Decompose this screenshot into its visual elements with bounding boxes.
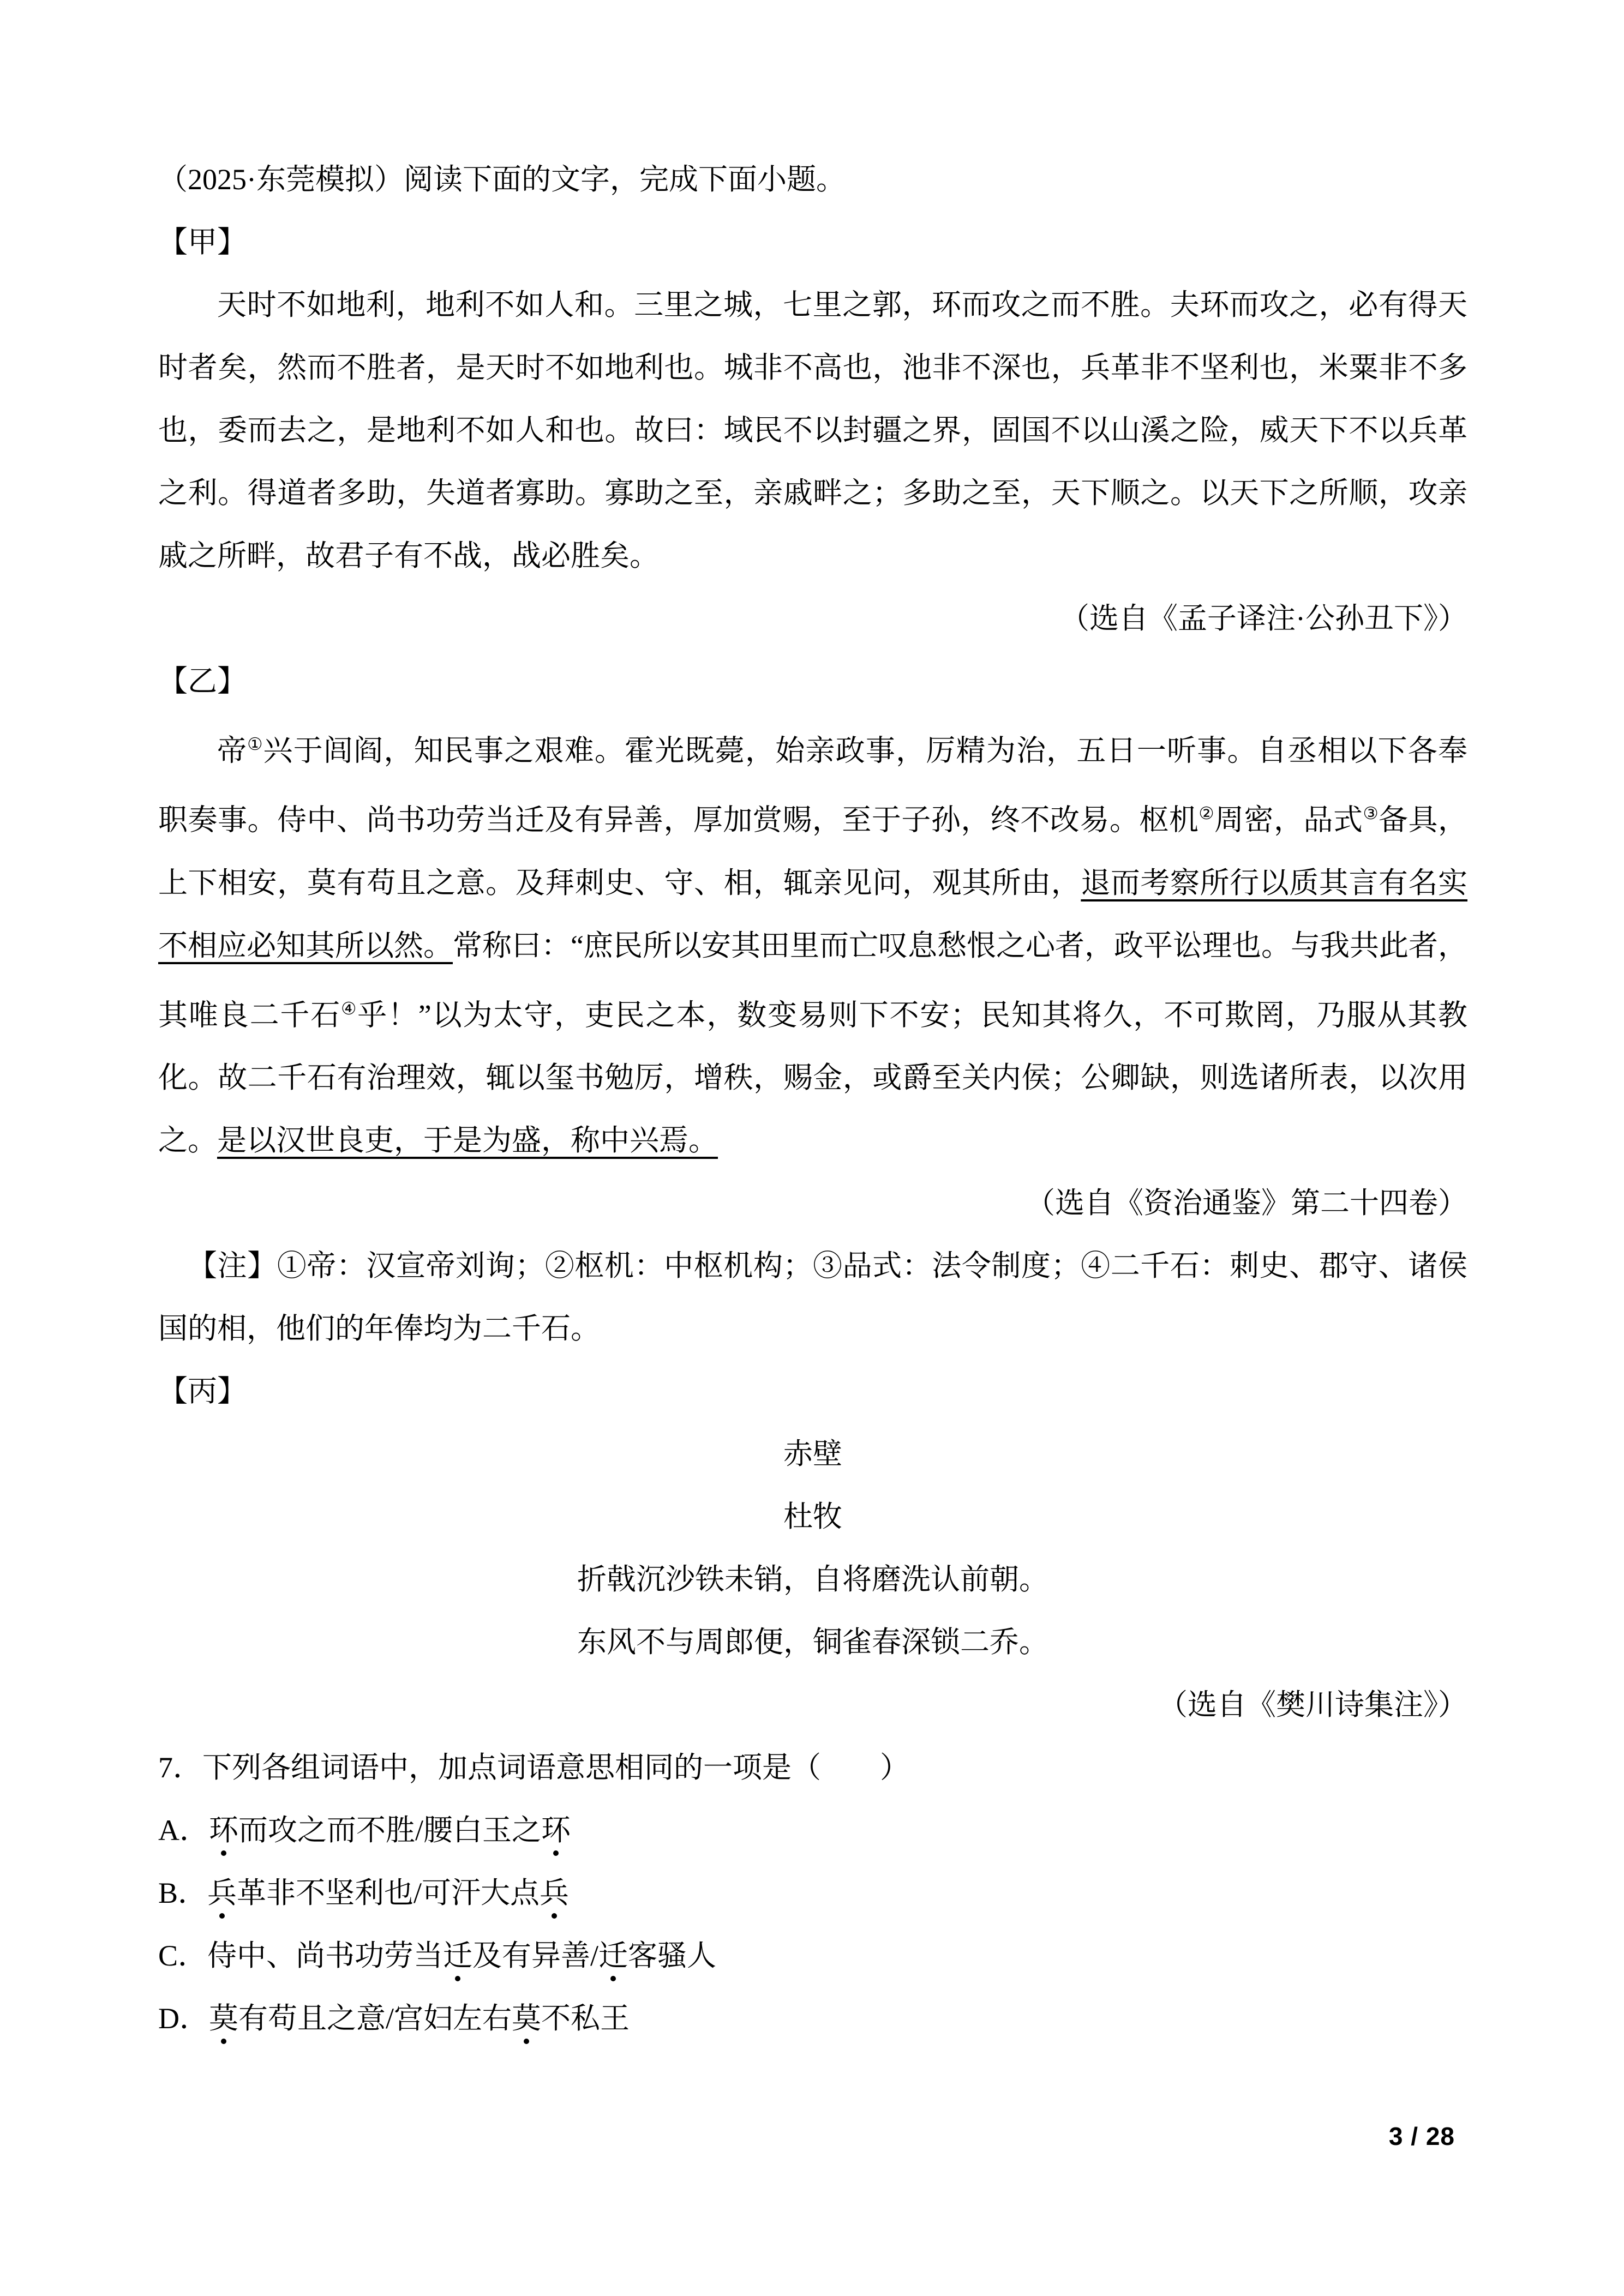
option-a-text: 环而攻之而不胜/腰白玉之环 [209,1814,571,1847]
attribution-bing: （选自《樊川诗集注》） [1158,1688,1467,1722]
source-header: （2025·东莞模拟）阅读下面的文字，完成下面小题。 [158,163,846,196]
option-a-label: A． [158,1814,209,1847]
passage-notes: 【注】①帝：汉宣帝刘询；②枢机：中枢机构；③品式：法令制度；④二千石：刺史、郡守、诸侯国的相，他们的年俸均为二千石。 [158,1249,1467,1345]
poem-line-1: 折戟沉沙铁未销，自将磨洗认前朝。 [577,1563,1048,1596]
page-number: 3 / 28 [1388,2122,1455,2150]
passage-yi: 帝①兴于闾阎，知民事之艰难。霍光既薨，始亲政事，厉精为治，五日一听事。自丞相以下各奉职奏事。侍中、尚书功劳当迁及有异善，厚加赏赐，至于子孙，终不改易。枢机②周密，品式③备具，上下相安，莫有苟且之意。及拜刺史、守、相，辄亲见问，观其所由，退而考察所行以质其言有名实不相应必知其所以然。常称曰：“庶民所以安其田里而亡叹息愁恨之心者，政平讼理也。与我共此者，其唯良二千石④乎！”以为太守，吏民之本，数变易则下不安；民知其将久，不可欺罔，乃服从其教化。故二千石有治理效，辄以玺书勉厉，增秩，赐金，或爵至关内侯；公卿缺，则选诸所表，以次用之。是以汉世良吏，于是为盛，称中兴焉。 [158,734,1468,1157]
option-d-text: 莫有苟且之意/宫妇左右莫不私王 [209,2002,630,2035]
option-a [158,1799,1467,1862]
option-d-label: D． [158,2002,209,2035]
option-b [158,1862,1467,1925]
section-label-yi: 【乙】 [158,665,247,698]
question-stem: 下列各组词语中，加点词语意思相同的一项是（ ） [202,1751,909,1784]
poem-author: 杜牧 [783,1500,842,1534]
poem-title: 赤壁 [783,1438,842,1471]
option-b-text: 兵革非不坚利也/可汗大点兵 [207,1877,570,1910]
passage-jia: 天时不如地利，地利不如人和。三里之城，七里之郭，环而攻之而不胜。夫环而攻之，必有得天时者矣，然而不胜者，是天时不如地利也。城非不高也，池非不深也，兵革非不坚利也，米粟非不多也，委而去之，是地利不如人和也。故曰：域民不以封疆之界，固国不以山溪之险，威天下不以兵革之利。得道者多助，失道者寡助。寡助之至，亲戚畔之；多助之至，天下顺之。以天下之所顺，攻亲戚之所畔，故君子有不战，战必胜矣。 [158,288,1467,572]
attribution-jia: （选自《孟子译注·公孙丑下》） [1060,602,1467,635]
question-number: 7． [158,1751,202,1784]
section-label-bing: 【丙】 [158,1375,247,1408]
option-d [158,1987,1467,2050]
option-c [158,1925,1467,1987]
attribution-yi: （选自《资治通鉴》第二十四卷） [1026,1187,1467,1220]
poem-line-2: 东风不与周郎便，铜雀春深锁二乔。 [577,1626,1048,1659]
option-c-text: 侍中、尚书功劳当迁及有异善/迁客骚人 [207,1939,717,1973]
exam-page [158,148,1467,2050]
option-b-label: B． [158,1877,208,1910]
question-7 [158,1736,1467,1799]
section-label-jia: 【甲】 [158,226,247,259]
option-c-label: C． [158,1939,208,1973]
